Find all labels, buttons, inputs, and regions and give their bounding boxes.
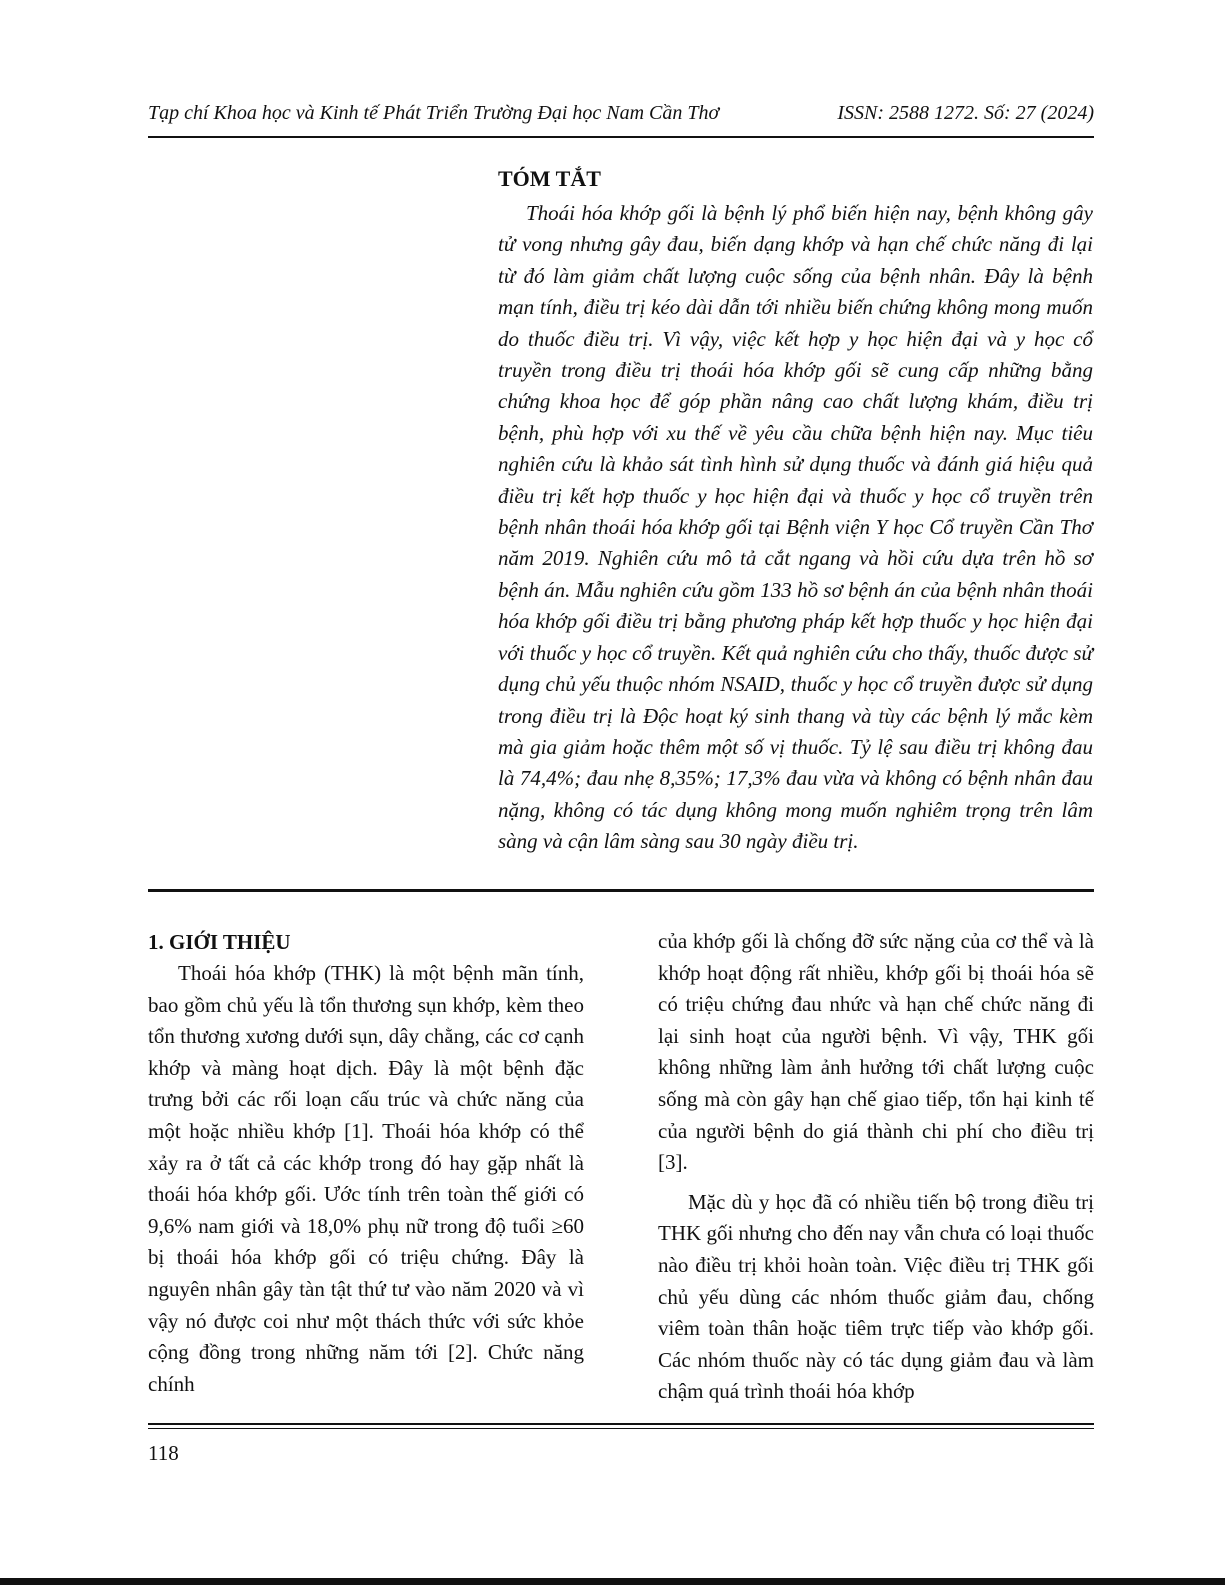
abstract-section: [498, 164, 1093, 858]
section-heading-introduction: 1. GIỚI THIỆU: [148, 930, 291, 954]
intro-paragraph-1-continued: của khớp gối là chống đỡ sức nặng của cơ thể và là khớp hoạt động rất nhiều, khớp gối bị thoái hóa sẽ có triệu chứng đau nhức và hạn chế chức năng đi lại sinh hoạt của người bệnh. Vì vậy, THK gối không những làm ảnh hưởng tới chất lượng cuộc sống mà còn gây hạn chế giao tiếp, tổn hại kinh tế của người bệnh do giá thành chi phí cho điều trị [3].: [658, 929, 1094, 1175]
running-header: [148, 102, 1094, 132]
scan-edge-band: [0, 1578, 1225, 1585]
issn-issue: ISSN: 2588 1272. Số: 27 (2024): [837, 102, 1094, 124]
right-column: [658, 926, 1094, 1408]
abstract-text: Thoái hóa khớp gối là bệnh lý phổ biến hiện nay, bệnh không gây tử vong nhưng gây đau, biến dạng khớp và hạn chế chức năng đi lại từ đó làm giảm chất lượng cuộc sống của bệnh nhân. Đây là bệnh mạn tính, điều trị kéo dài dẫn tới nhiều biến chứng không mong muốn do thuốc điều trị. Vì vậy, việc kết hợp y học hiện đại và y học cổ truyền trong điều trị thoái hóa khớp gối sẽ cung cấp những bằng chứng khoa học để góp phần nâng cao chất lượng khám, điều trị bệnh, phù hợp với xu thế về yêu cầu chữa bệnh hiện nay. Mục tiêu nghiên cứu là khảo sát tình hình sử dụng thuốc và đánh giá hiệu quả điều trị kết hợp thuốc y học hiện đại và thuốc y học cổ truyền trên bệnh nhân thoái hóa khớp gối tại Bệnh viện Y học Cổ truyền Cần Thơ năm 2019. Nghiên cứu mô tả cắt ngang và hồi cứu dựa trên hồ sơ bệnh án. Mẫu nghiên cứu gồm 133 hồ sơ bệnh án của bệnh nhân thoái hóa khớp gối điều trị bằng phương pháp kết hợp thuốc y học hiện đại với thuốc y học cổ truyền. Kết quả nghiên cứu cho thấy, thuốc được sử dụng chủ yếu thuộc nhóm NSAID, thuốc y học cổ truyền được sử dụng trong điều trị là Độc hoạt ký sinh thang và tùy các bệnh lý mắc kèm mà gia giảm hoặc thêm một số vị thuốc. Tỷ lệ sau điều trị không đau là 74,4%; đau nhẹ 8,35%; 17,3% đau vừa và không có bệnh nhân đau nặng, không có tác dụng không mong muốn nghiêm trọng trên lâm sàng và cận lâm sàng sau 30 ngày điều trị.: [498, 201, 1093, 854]
footer-rule: [148, 1423, 1094, 1425]
footer-rule-thin: [148, 1428, 1094, 1429]
journal-title: Tạp chí Khoa học và Kinh tế Phát Triển Trường Đại học Nam Cần Thơ: [148, 102, 720, 124]
abstract-divider: [148, 889, 1094, 892]
header-rule: [148, 136, 1094, 138]
left-column: [148, 926, 584, 1400]
intro-paragraph-2: Mặc dù y học đã có nhiều tiến bộ trong điều trị THK gối nhưng cho đến nay vẫn chưa có loại thuốc nào điều trị khỏi hoàn toàn. Việc điều trị THK gối chủ yếu dùng các nhóm thuốc giảm đau, chống viêm toàn thân hoặc tiêm trực tiếp vào khớp gối. Các nhóm thuốc này có tác dụng giảm đau và làm chậm quá trình thoái hóa khớp: [658, 1189, 1094, 1404]
intro-paragraph-1: Thoái hóa khớp (THK) là một bệnh mãn tính, bao gồm chủ yếu là tổn thương sụn khớp, kèm theo tổn thương xương dưới sụn, dây chằng, các cơ cạnh khớp và màng hoạt dịch. Đây là một bệnh đặc trưng bởi các rối loạn cấu trúc và chức năng của một hoặc nhiều khớp [1]. Thoái hóa khớp có thể xảy ra ở tất cả các khớp trong đó hay gặp nhất là thoái hóa khớp gối. Ước tính trên toàn thế giới có 9,6% nam giới và 18,0% phụ nữ trong độ tuổi ≥60 bị thoái hóa khớp gối có triệu chứng. Đây là nguyên nhân gây tàn tật thứ tư vào năm 2020 và vì vậy nó được coi như một thách thức với sức khỏe cộng đồng trong những năm tới [2]. Chức năng chính: [148, 961, 584, 1396]
page-number: 118: [148, 1441, 179, 1465]
abstract-heading: TÓM TẮT: [498, 166, 601, 191]
